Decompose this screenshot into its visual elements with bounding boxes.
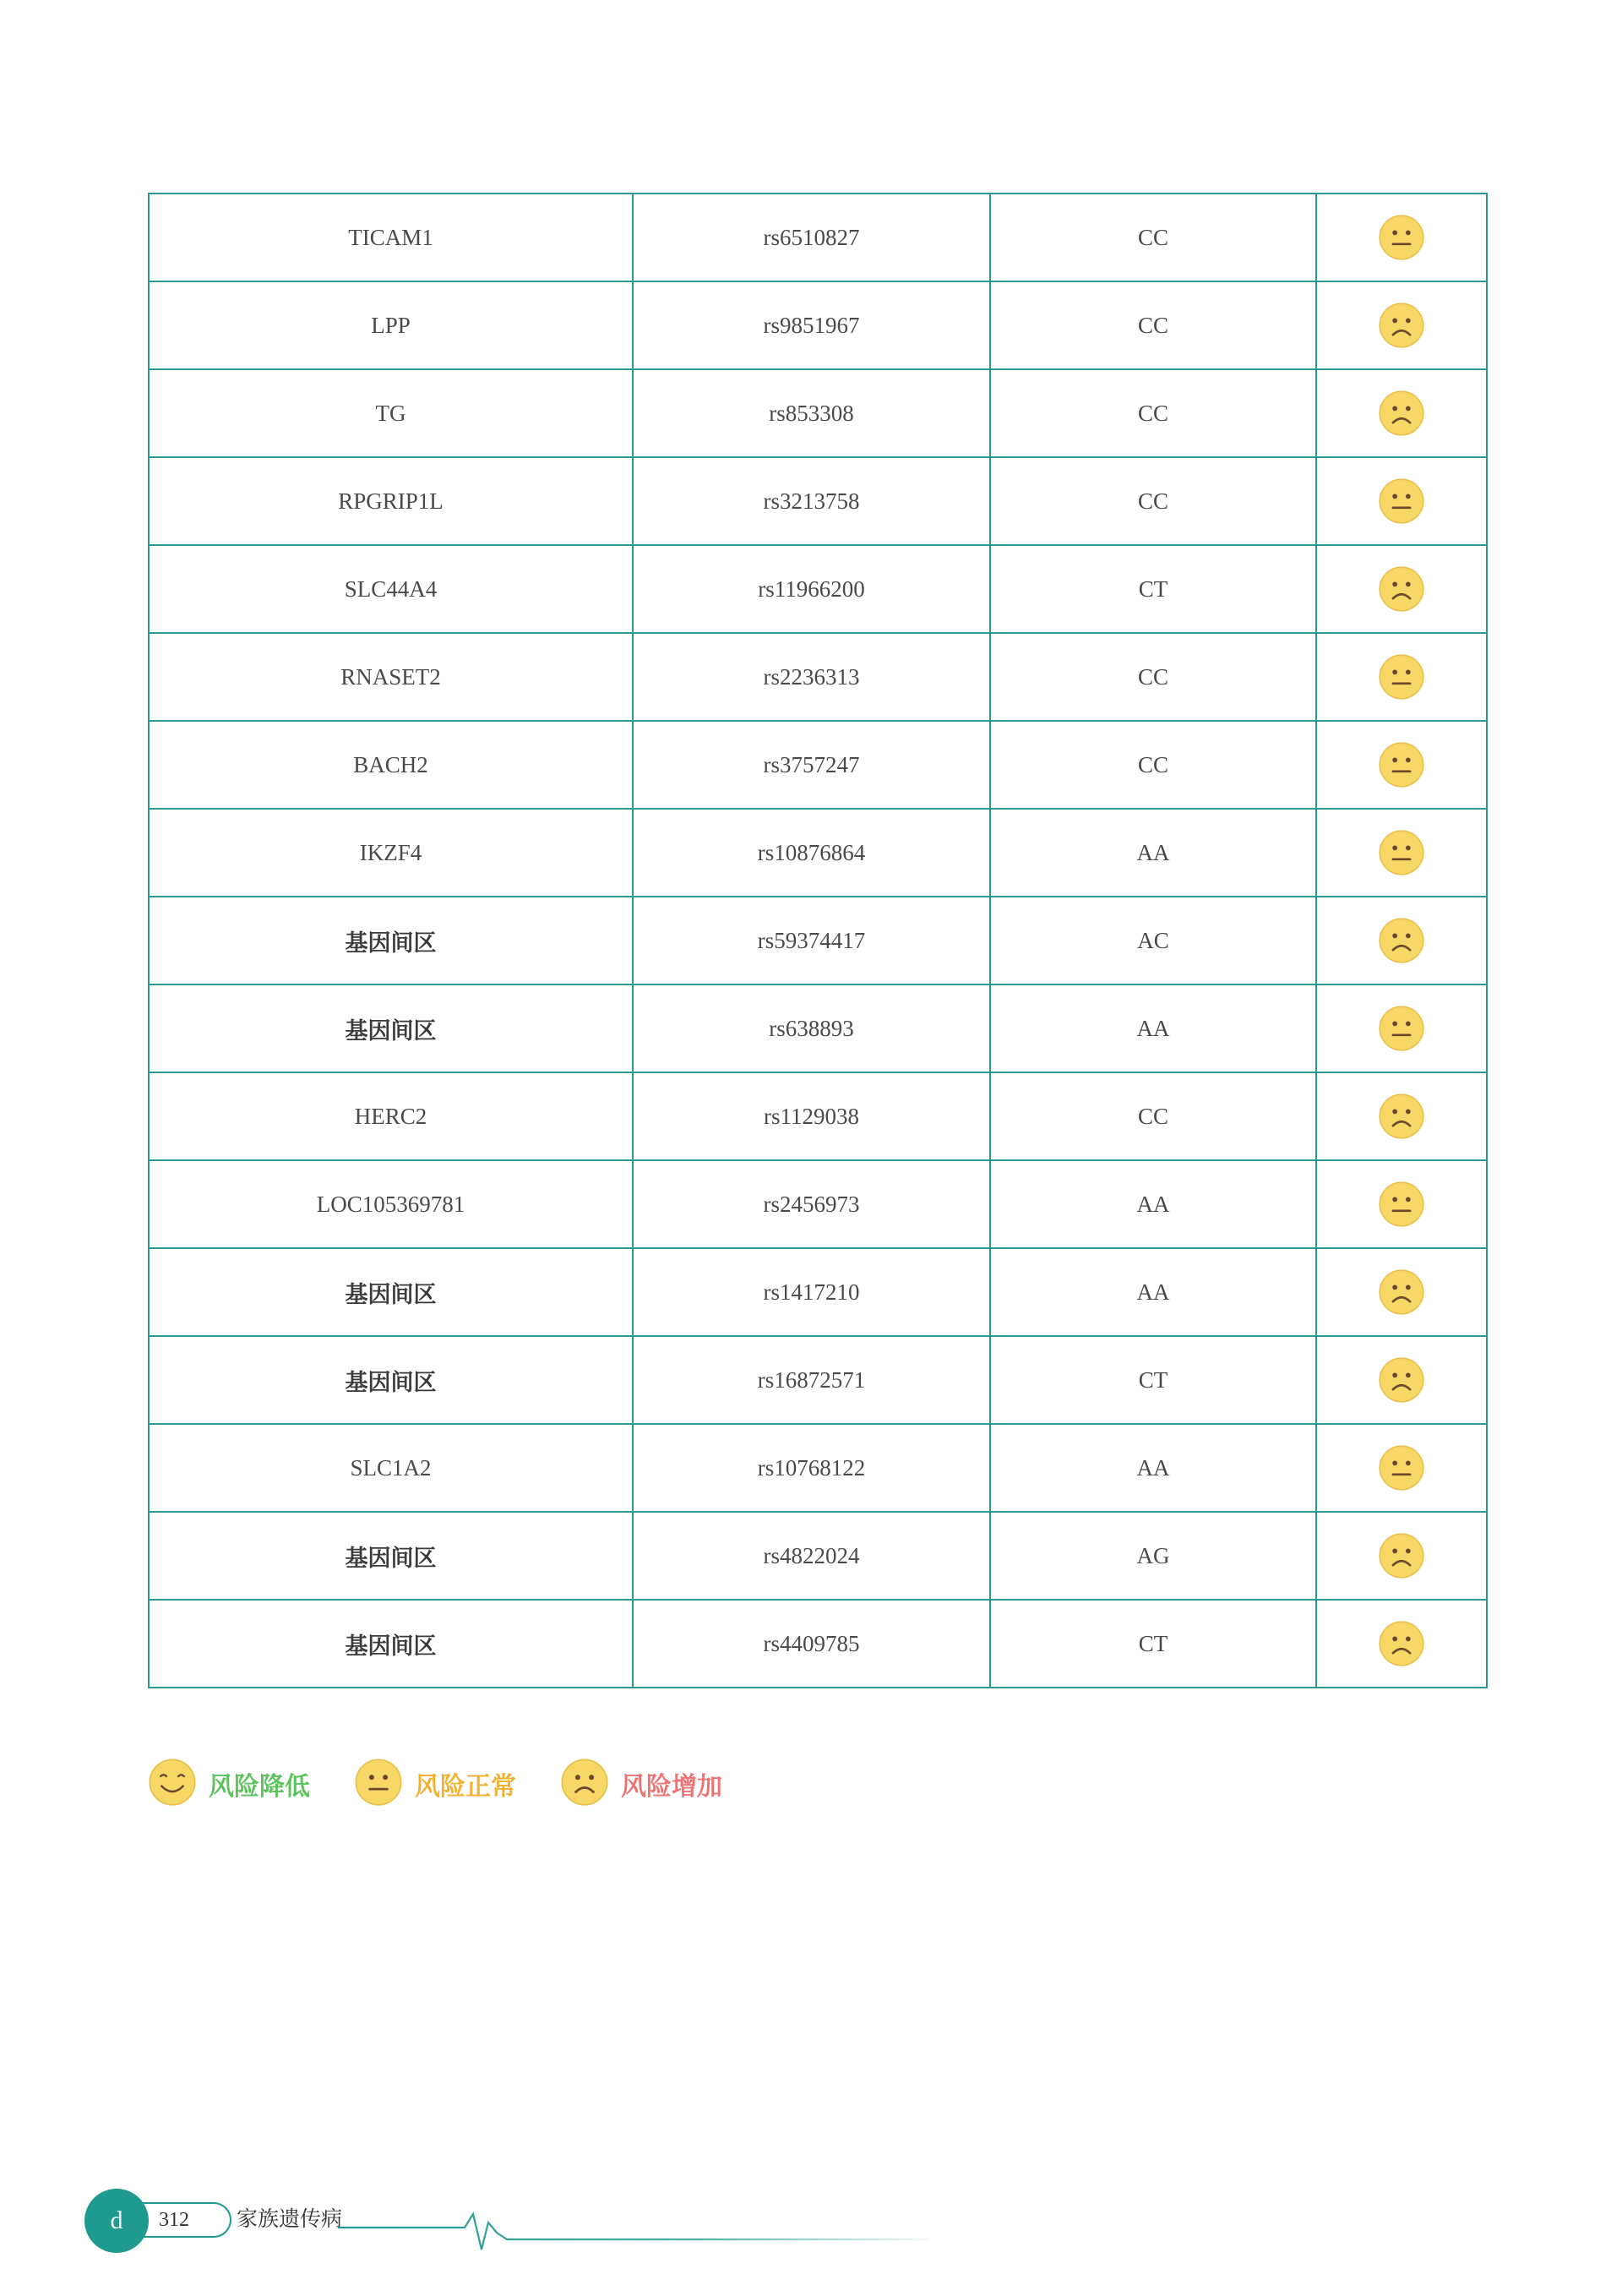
genotype-cell: AA bbox=[990, 1160, 1316, 1248]
neutral-face-icon bbox=[1317, 829, 1486, 876]
table-row bbox=[149, 1424, 1487, 1512]
table-row bbox=[149, 809, 1487, 897]
table-body bbox=[149, 194, 1487, 1688]
snp-cell: rs3213758 bbox=[633, 457, 990, 545]
table-row bbox=[149, 984, 1487, 1072]
table-row bbox=[149, 1512, 1487, 1600]
gene-cell: 基因间区 bbox=[149, 897, 633, 984]
table-row bbox=[149, 369, 1487, 457]
gene-cell: TICAM1 bbox=[149, 194, 633, 281]
neutral-face-icon bbox=[1317, 653, 1486, 701]
table-row bbox=[149, 1336, 1487, 1424]
table-row bbox=[149, 721, 1487, 809]
gene-cell: TG bbox=[149, 369, 633, 457]
legend-item-increased bbox=[560, 1758, 722, 1810]
risk-face-cell bbox=[1316, 1336, 1487, 1424]
gene-cell: 基因间区 bbox=[149, 1248, 633, 1336]
gene-cell: 基因间区 bbox=[149, 1336, 633, 1424]
gene-cell: 基因间区 bbox=[149, 1600, 633, 1688]
snp-cell: rs3757247 bbox=[633, 721, 990, 809]
snp-cell: rs638893 bbox=[633, 984, 990, 1072]
table-row bbox=[149, 545, 1487, 633]
frown-face-icon bbox=[1317, 565, 1486, 613]
snp-cell: rs2236313 bbox=[633, 633, 990, 721]
risk-face-cell bbox=[1316, 633, 1487, 721]
table-row bbox=[149, 457, 1487, 545]
snp-cell: rs4822024 bbox=[633, 1512, 990, 1600]
risk-face-cell bbox=[1316, 1248, 1487, 1336]
table-row bbox=[149, 1248, 1487, 1336]
table-row bbox=[149, 194, 1487, 281]
frown-face-icon bbox=[1317, 1532, 1486, 1579]
genotype-cell: CC bbox=[990, 1072, 1316, 1160]
genotype-cell: CC bbox=[990, 281, 1316, 369]
gene-cell: SLC44A4 bbox=[149, 545, 633, 633]
genotype-cell: AC bbox=[990, 897, 1316, 984]
neutral-face-icon bbox=[1317, 214, 1486, 261]
legend-item-normal bbox=[354, 1758, 516, 1810]
snp-cell: rs6510827 bbox=[633, 194, 990, 281]
risk-face-cell bbox=[1316, 721, 1487, 809]
risk-face-cell bbox=[1316, 194, 1487, 281]
neutral-face-icon bbox=[1317, 1444, 1486, 1492]
snp-cell: rs853308 bbox=[633, 369, 990, 457]
legend-label-lowered: 风险降低 bbox=[209, 1772, 310, 1802]
gene-table-wrapper bbox=[148, 193, 1486, 1688]
page-number: 312 bbox=[159, 2209, 189, 2231]
snp-cell: rs16872571 bbox=[633, 1336, 990, 1424]
genotype-cell: AA bbox=[990, 809, 1316, 897]
genotype-cell: CC bbox=[990, 633, 1316, 721]
snp-cell: rs2456973 bbox=[633, 1160, 990, 1248]
neutral-face-icon bbox=[1317, 477, 1486, 525]
legend-label-normal: 风险正常 bbox=[415, 1772, 516, 1802]
frown-face-icon bbox=[1317, 917, 1486, 964]
risk-face-cell bbox=[1316, 1160, 1487, 1248]
risk-face-cell bbox=[1316, 1424, 1487, 1512]
gene-snp-table bbox=[148, 193, 1488, 1688]
risk-face-cell bbox=[1316, 1072, 1487, 1160]
table-row bbox=[149, 897, 1487, 984]
snp-cell: rs1129038 bbox=[633, 1072, 990, 1160]
gene-cell: 基因间区 bbox=[149, 984, 633, 1072]
genotype-cell: CT bbox=[990, 1600, 1316, 1688]
neutral-face-icon bbox=[354, 1758, 415, 1810]
gene-cell: LOC105369781 bbox=[149, 1160, 633, 1248]
snp-cell: rs4409785 bbox=[633, 1600, 990, 1688]
gene-cell: RNASET2 bbox=[149, 633, 633, 721]
risk-face-cell bbox=[1316, 457, 1487, 545]
neutral-face-icon bbox=[1317, 1181, 1486, 1228]
frown-face-icon bbox=[1317, 1620, 1486, 1667]
frown-face-icon bbox=[1317, 1268, 1486, 1316]
gene-cell: IKZF4 bbox=[149, 809, 633, 897]
genotype-cell: CC bbox=[990, 369, 1316, 457]
genotype-cell: CC bbox=[990, 721, 1316, 809]
gene-cell: LPP bbox=[149, 281, 633, 369]
risk-legend bbox=[148, 1758, 766, 1810]
genotype-cell: AA bbox=[990, 1248, 1316, 1336]
frown-face-icon bbox=[1317, 390, 1486, 437]
genotype-cell: AA bbox=[990, 984, 1316, 1072]
neutral-face-icon bbox=[1317, 741, 1486, 788]
gene-cell: SLC1A2 bbox=[149, 1424, 633, 1512]
genotype-cell: CT bbox=[990, 545, 1316, 633]
snp-cell: rs59374417 bbox=[633, 897, 990, 984]
genotype-cell: CC bbox=[990, 194, 1316, 281]
risk-face-cell bbox=[1316, 369, 1487, 457]
risk-face-cell bbox=[1316, 984, 1487, 1072]
legend-label-increased: 风险增加 bbox=[621, 1772, 722, 1802]
genotype-cell: CC bbox=[990, 457, 1316, 545]
genotype-cell: AA bbox=[990, 1424, 1316, 1512]
section-letter-badge: d bbox=[84, 2189, 149, 2253]
frown-face-icon bbox=[1317, 302, 1486, 349]
genotype-cell: CT bbox=[990, 1336, 1316, 1424]
table-row bbox=[149, 1072, 1487, 1160]
risk-face-cell bbox=[1316, 545, 1487, 633]
page-footer bbox=[84, 2189, 845, 2273]
frown-face-icon bbox=[1317, 1356, 1486, 1404]
genotype-cell: AG bbox=[990, 1512, 1316, 1600]
snp-cell: rs10876864 bbox=[633, 809, 990, 897]
risk-face-cell bbox=[1316, 1512, 1487, 1600]
snp-cell: rs1417210 bbox=[633, 1248, 990, 1336]
snp-cell: rs9851967 bbox=[633, 281, 990, 369]
risk-face-cell bbox=[1316, 809, 1487, 897]
risk-face-cell bbox=[1316, 281, 1487, 369]
gene-cell: BACH2 bbox=[149, 721, 633, 809]
frown-face-icon bbox=[560, 1758, 621, 1810]
gene-cell: HERC2 bbox=[149, 1072, 633, 1160]
neutral-face-icon bbox=[1317, 1005, 1486, 1052]
table-row bbox=[149, 633, 1487, 721]
frown-face-icon bbox=[1317, 1093, 1486, 1140]
smile-face-icon bbox=[148, 1758, 209, 1810]
snp-cell: rs11966200 bbox=[633, 545, 990, 633]
gene-cell: 基因间区 bbox=[149, 1512, 633, 1600]
table-row bbox=[149, 281, 1487, 369]
table-row bbox=[149, 1160, 1487, 1248]
risk-face-cell bbox=[1316, 897, 1487, 984]
table-row bbox=[149, 1600, 1487, 1688]
heartbeat-line-icon bbox=[338, 2189, 929, 2265]
section-title: 家族遗传病 bbox=[237, 2206, 343, 2231]
legend-item-lowered bbox=[148, 1758, 310, 1810]
snp-cell: rs10768122 bbox=[633, 1424, 990, 1512]
gene-cell: RPGRIP1L bbox=[149, 457, 633, 545]
risk-face-cell bbox=[1316, 1600, 1487, 1688]
